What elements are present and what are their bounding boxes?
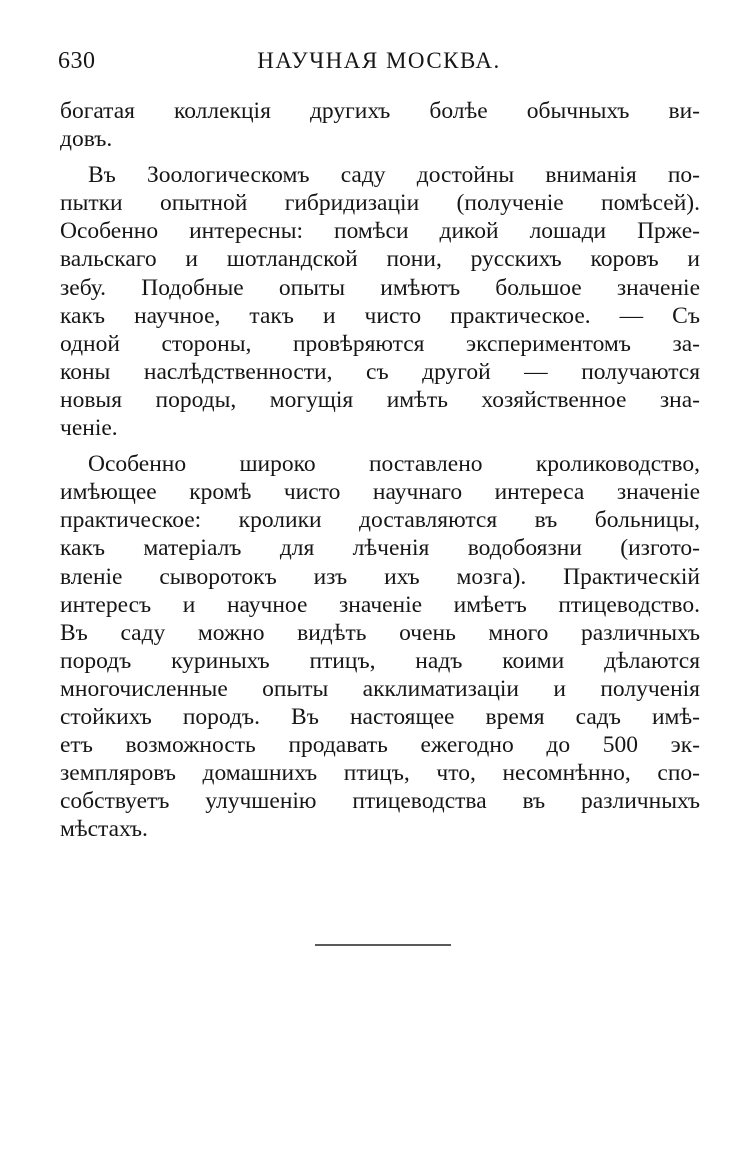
text-line: пытки опытной гибридизаціи (полученіе помѣсей). bbox=[60, 190, 700, 217]
text-line: практическое: кролики доставляются въ больницы, bbox=[60, 507, 700, 534]
text-line: стойкихъ породъ. Въ настоящее время садъ имѣ- bbox=[60, 703, 700, 730]
text-body bbox=[60, 97, 700, 851]
text-line: довъ. bbox=[60, 126, 113, 153]
text-line: Особенно интересны: помѣси дикой лошади Прже- bbox=[60, 218, 700, 245]
text-line: коны наслѣдственности, съ другой — получаются bbox=[60, 358, 700, 385]
text-line: собствуетъ улучшенію птицеводства въ различныхъ bbox=[60, 788, 700, 815]
paragraph-rabbit-breeding bbox=[60, 450, 700, 843]
paragraph-continuation bbox=[60, 97, 700, 153]
text-line: породъ куриныхъ птицъ, надъ коими дѣлаются bbox=[60, 647, 700, 674]
text-line: зебу. Подобные опыты имѣютъ большое значеніе bbox=[60, 274, 700, 301]
text-line: новыя породы, могущія имѣть хозяйственное зна- bbox=[60, 386, 700, 413]
text-line: мѣстахъ. bbox=[60, 816, 148, 843]
text-line: вленіе сыворотокъ изъ ихъ мозга). Практическій bbox=[60, 563, 700, 590]
running-title: НАУЧНАЯ МОСКВА. bbox=[257, 48, 501, 73]
paragraph-zoological-garden bbox=[60, 161, 700, 442]
page-number: 630 bbox=[58, 48, 96, 74]
text-line: какъ научное, такъ и чисто практическое. — Съ bbox=[60, 302, 700, 329]
text-line: етъ возможность продавать ежегодно до 500 эк- bbox=[60, 732, 700, 759]
text-line: Въ саду можно видѣть очень много различныхъ bbox=[60, 619, 700, 646]
text-line: Особенно широко поставлено кролиководство, bbox=[88, 451, 700, 478]
text-line: интересъ и научное значеніе имѣетъ птицеводство. bbox=[60, 591, 700, 618]
page-header bbox=[58, 44, 700, 78]
section-divider bbox=[315, 944, 451, 946]
text-line: одной стороны, провѣряются экспериментомъ за- bbox=[60, 330, 700, 357]
text-line: богатая коллекція другихъ болѣе обычныхъ ви- bbox=[60, 98, 700, 124]
text-line: имѣющее кромѣ чисто научнаго интереса значеніе bbox=[60, 479, 700, 506]
text-line: какъ матеріалъ для лѣченія водобоязни (изгото- bbox=[60, 535, 700, 562]
text-line: земпляровъ домашнихъ птицъ, что, несомнѣнно, спо- bbox=[60, 760, 700, 787]
text-line: вальскаго и шотландской пони, русскихъ коровъ и bbox=[60, 246, 700, 273]
text-line: многочисленные опыты акклиматизаціи и полученія bbox=[60, 675, 700, 702]
text-line: Въ Зоологическомъ саду достойны вниманія по- bbox=[88, 162, 700, 189]
text-line: ченіе. bbox=[60, 415, 118, 442]
